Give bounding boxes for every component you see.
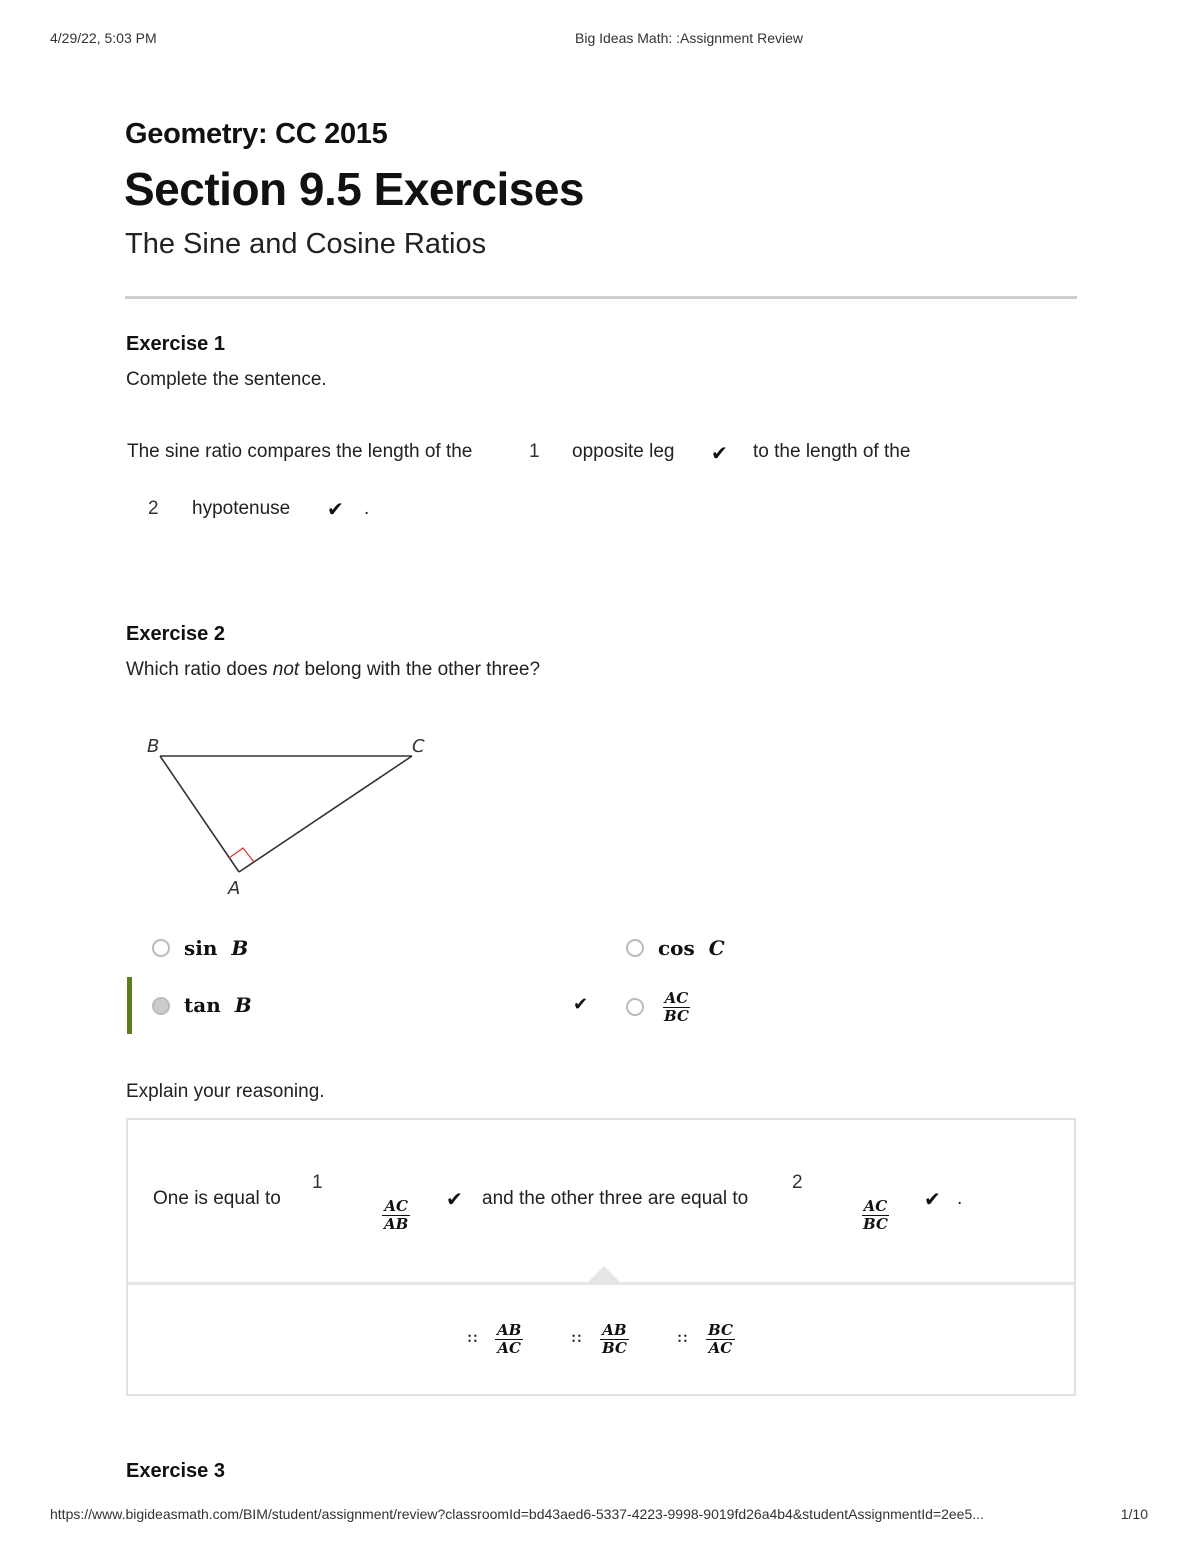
vertex-label-c: C [412, 736, 425, 757]
choice-cos-c[interactable]: cos C [658, 936, 725, 960]
answer-blank-2-number: 2 [792, 1172, 803, 1193]
blank-1-answer[interactable]: opposite leg [572, 441, 675, 462]
print-page-number: 1/10 [1120, 1506, 1148, 1522]
triangle-abc [160, 756, 412, 872]
blank-1-number: 1 [529, 441, 540, 462]
drag-option-ab-ac[interactable]: $\frac{AB}{AC}$ [497, 1321, 522, 1357]
drag-option-bc-ac[interactable]: $\frac{BC}{AC}$ [708, 1321, 733, 1357]
course-title: Geometry: CC 2015 [125, 118, 388, 150]
answer-blank-1[interactable]: $\frac{AC}{AB}$ [384, 1197, 409, 1233]
choice-tan-b-radio[interactable] [152, 997, 170, 1015]
sentence-period: . [364, 498, 370, 519]
choice-ac-bc[interactable]: $\frac{AC}{BC}$ [664, 989, 689, 1025]
drag-handle-icon[interactable]: ∷ [678, 1330, 685, 1346]
choice-ac-bc-radio[interactable] [626, 998, 644, 1016]
blank-2-number: 2 [148, 498, 159, 519]
vertex-label-b: B [147, 736, 160, 757]
checkmark-icon: ✔ [327, 499, 344, 521]
section-title: Section 9.5 Exercises [124, 163, 585, 215]
checkmark-icon: ✔ [573, 994, 589, 1014]
correct-answer-indicator [127, 977, 132, 1034]
print-url: https://www.bigideasmath.com/BIM/student/assignment/review?classroomId=bd43aed6-5337-4223-9998-9019fd26a4b4&studentAssignmentId=2ee5... [50, 1506, 984, 1522]
header-divider [125, 296, 1077, 299]
answer-part2: and the other three are equal to [482, 1188, 749, 1209]
choice-sin-b-radio[interactable] [152, 939, 170, 957]
checkmark-icon: ✔ [924, 1189, 941, 1211]
checkmark-icon: ✔ [446, 1189, 463, 1211]
choice-sin-b[interactable]: sin B [184, 936, 249, 960]
answer-divider [128, 1282, 1074, 1285]
right-angle-marker [229, 848, 254, 862]
explain-prompt: Explain your reasoning. [126, 1081, 325, 1102]
checkmark-icon: ✔ [711, 443, 728, 465]
print-datetime: 4/29/22, 5:03 PM [50, 30, 157, 46]
exercise-1-prompt: Complete the sentence. [126, 369, 327, 390]
exercise-1-heading: Exercise 1 [126, 333, 225, 355]
blank-2-answer[interactable]: hypotenuse [192, 498, 291, 519]
section-subtitle: The Sine and Cosine Ratios [125, 228, 487, 260]
drag-option-ab-bc[interactable]: $\frac{AB}{BC}$ [602, 1321, 627, 1357]
exercise-3-heading: Exercise 3 [126, 1460, 225, 1482]
drag-handle-icon[interactable]: ∷ [572, 1330, 579, 1346]
print-header [0, 30, 1200, 50]
choice-tan-b[interactable]: tan B [184, 993, 252, 1017]
choice-cos-c-radio[interactable] [626, 939, 644, 957]
answer-period: . [957, 1188, 963, 1209]
triangle-diagram [140, 730, 440, 900]
answer-caret [588, 1266, 620, 1282]
exercise-1-sentence-part1: The sine ratio compares the length of the [127, 441, 473, 462]
answer-part1: One is equal to [153, 1188, 281, 1209]
answer-blank-2[interactable]: $\frac{AC}{BC}$ [863, 1197, 888, 1233]
answer-blank-1-number: 1 [312, 1172, 323, 1193]
vertex-label-a: A [228, 878, 241, 899]
exercise-2-prompt: Which ratio does not belong with the other three? [126, 659, 541, 680]
drag-handle-icon[interactable]: ∷ [468, 1330, 475, 1346]
answer-box [126, 1118, 1076, 1396]
print-page-title: Big Ideas Math: :Assignment Review [575, 30, 803, 46]
exercise-1-sentence-part2: to the length of the [753, 441, 911, 462]
exercise-2-heading: Exercise 2 [126, 623, 225, 645]
